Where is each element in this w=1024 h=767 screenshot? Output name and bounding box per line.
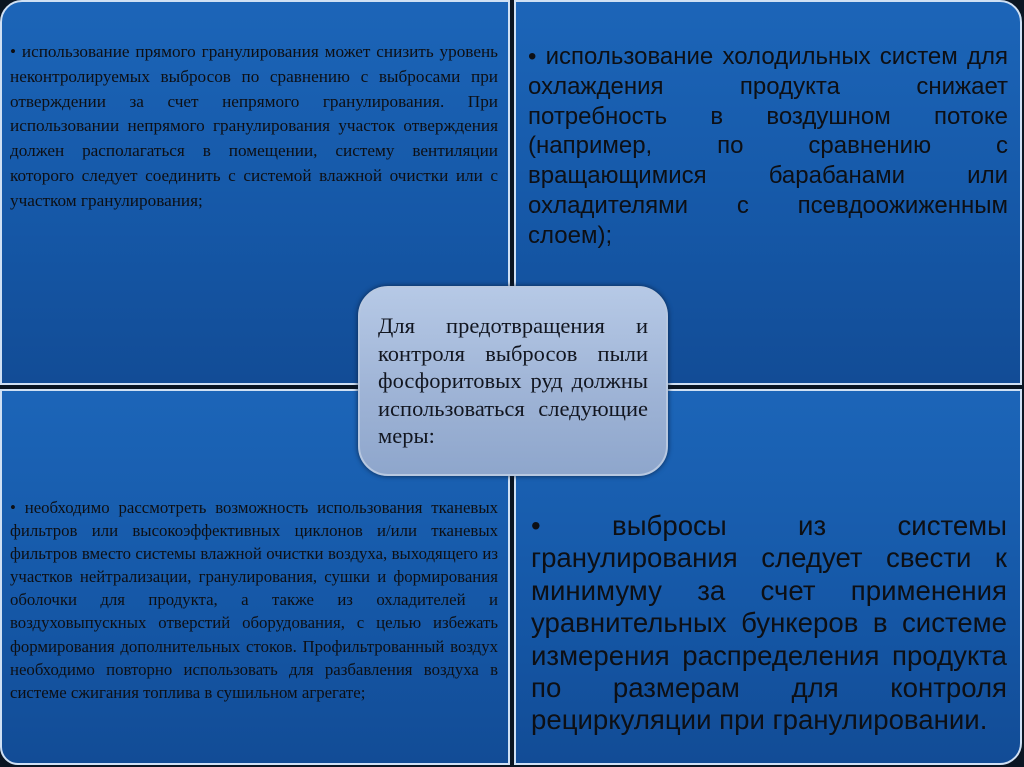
- quadrant-top-right-text: • использование холодильных систем для охлаждения продукта снижает потребность в воздушном потоке (например, по сравнению с вращающимися барабанами или охладителями с псевдоожиженным слоем);: [528, 43, 1008, 249]
- center-text: Для предотвращения и контроля выбросов пыли фосфоритовых руд должны использоваться следующие меры:: [378, 313, 648, 448]
- quadrant-top-left-text: • использование прямого гранулирования может снизить уровень неконтролируемых выбросов по сравнению с выбросами при отверждении за счет непрямого гранулирования. При использовании непрямого гранулирования участок отверждения должен располагаться в помещении, систему вентиляции которого следует соединить с системой влажной очистки или с участком гранулирования;: [10, 42, 498, 210]
- center-box: [358, 286, 668, 476]
- quadrant-bottom-right-text: • выбросы из системы гранулирования следует свести к минимуму за счет применения уравнительных бункеров в системе измерения распределения продукта по размерам для контроля рециркуляции при гранулировании.: [531, 510, 1007, 736]
- quadrant-bottom-left-text: • необходимо рассмотреть возможность использования тканевых фильтров или высокоэффективных циклонов и/или тканевых фильтров вместо системы влажной очистки воздуха, выходящего из участков нейтрализации, гранулирования, сушки и формирования оболочки для продукта, а также из охладителей и воздуховыпускных отверстий оборудования, с целью избежать формирования дополнительных стоков. Профильтрованный воздух необходимо повторно использовать для разбавления воздуха в системе сжигания топлива в сушильном агрегате;: [10, 498, 498, 702]
